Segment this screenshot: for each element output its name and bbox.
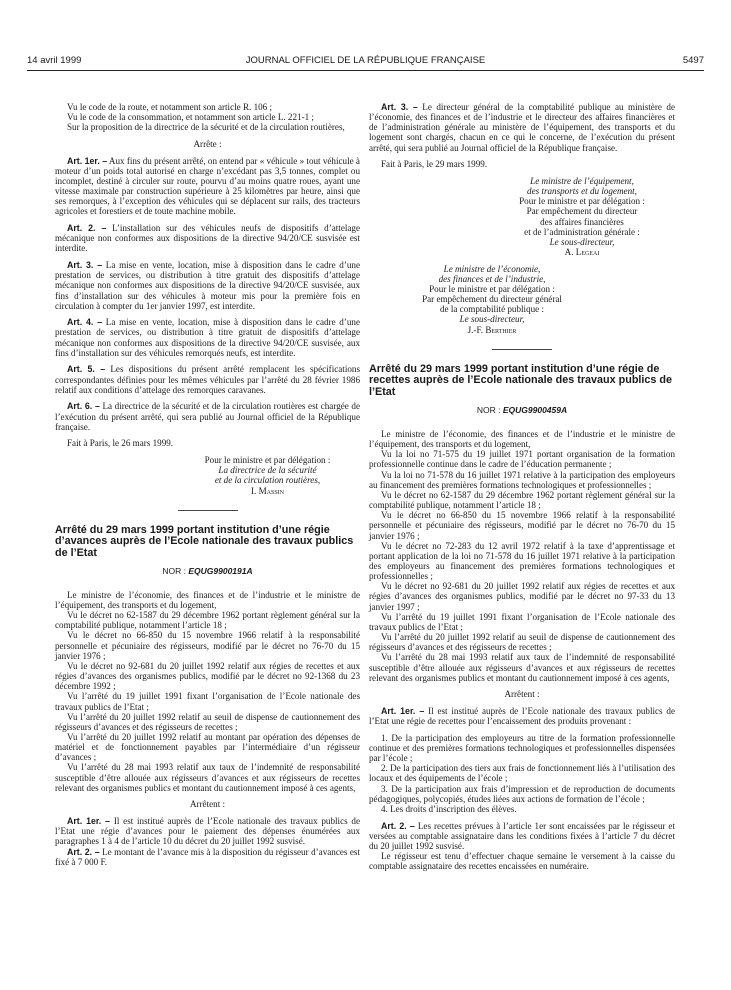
article: Art. 2. – L’installation sur des véhicules neufs de dispositifs d’attelage mécanique non conformes aux dispositions de la directive 94/20/CE susvisée est interdite.	[55, 223, 360, 254]
visa: Vu l’arrêté du 20 juillet 1992 relatif au seuil de dispense de cautionnement des régisseurs d’avances et des régisseurs de recettes ;	[55, 711, 360, 732]
article: Art. 3. – La mise en vente, location, mise à disposition dans le cadre d’une prestation de services, ou distribution à titre gratuit des dispositifs d’attelage mécanique non conformes aux dispositions de la directive 94/20/CE susvisée, aux fins d’installation sur des véhicules à moteur mis pour la première fois en circulation à compter du 1er janvier 1997, est interdite.	[55, 260, 360, 311]
signature-block: Le ministre de l’équipement, des transports et du logement, Pour le ministre et par délégation : Par empêchement du directeur des affaires financières et de l’administration générale : Le sous-directeur, A. Legeai	[519, 175, 645, 258]
header-rule	[27, 70, 704, 71]
list-item: 2. De la participation des tiers aux frais de fonctionnement liés à l’utilisation des locaux et des équipements de l’école ;	[369, 763, 675, 784]
visa: Vu le décret no 92-681 du 20 juillet 1992 relatif aux régies de recettes et aux régies d’avances des organismes publics, modifié par le décret no 97-33 du 13 janvier 1997 ;	[369, 581, 675, 612]
visa: Vu l’arrêté du 19 juillet 1991 fixant l’organisation de l’Ecole nationale des travaux publics de l’Etat ;	[369, 611, 675, 632]
nor-reference: NOR : EQUG9900191A	[162, 565, 253, 576]
article: Art. 1er. – Il est institué auprès de l’Ecole nationale des travaux publics de l’Etat une régie d’avances pour le paiement des dépenses énumérées aux paragraphes 1 à 4 de l’article 10 du décret du 20 juillet 1992 susvisé.	[55, 816, 360, 847]
nor-reference: NOR : EQUG9900459A	[476, 404, 568, 415]
visa: Vu l’arrêté du 19 juillet 1991 fixant l’organisation de l’Ecole nationale des travaux publics de l’Etat ;	[55, 691, 360, 712]
visa: Vu l’arrêté du 28 mai 1993 relatif aux taux de l’indemnité de responsabilité susceptible d’être allouée aux régisseurs d’avances et aux régisseurs de recettes relevant des organismes publics et montant du cautionnement imposé à ces agents,	[55, 762, 360, 793]
article: Art. 2. – Le montant de l’avance mis à la disposition du régisseur d’avances est fixé à 7 000 F.	[55, 846, 360, 867]
left-column	[55, 102, 360, 867]
visa: Vu le décret no 92-681 du 20 juillet 1992 relatif aux régies de recettes et aux régies d’avances des organismes publics, modifié par le décret no 92-1368 du 23 décembre 1992 ;	[55, 660, 360, 692]
visa: Vu le décret no 66-850 du 15 novembre 1966 relatif à la responsabilité personnelle et pécuniaire des régisseurs, modifié par le décret no 76-70 du 15 janvier 1976 ;	[55, 630, 360, 661]
visa: Vu la loi no 71-575 du 19 juillet 1971 portant organisation de la formation professionnelle continue dans le cadre de l’éducation permanente ;	[369, 449, 675, 470]
visa: Vu le code de la route, et notamment son article R. 106 ;	[67, 102, 273, 112]
visa: Le ministre de l’économie, des finances et de l’industrie et le ministre de l’équipement, des transports et du logement,	[369, 428, 675, 450]
decree-title: Arrêté du 29 mars 1999 portant institution d’une régie de recettes auprès de l’Ecole nationale des travaux publics de l’Etat	[369, 362, 673, 398]
signature-block: Le ministre de l’économie, des finances et de l’industrie, Pour le ministre et par délégation : Par empêchement du directeur général de la comptabilité publique : Le sous-directeur, J.-F. Berthier	[422, 263, 562, 335]
right-column	[369, 102, 675, 871]
article: Art. 2. – Les recettes prévues à l’article 1er sont encaissées par le régisseur et versées au comptable assignataire dans les conditions fixées à l’article 7 du décret du 20 juillet 1992 susvisé.	[369, 820, 675, 851]
visa: Vu le décret no 72-283 du 12 avril 1972 relatif à la taxe d’apprentissage et portant application de la loi no 71-578 du 16 juillet 1971 relative à la participation des employeurs au financement des premières formations technologiques et professionnelles ;	[369, 540, 675, 582]
visa: Vu la loi no 71-578 du 16 juillet 1971 relative à la participation des employeurs au financement des premières formations technologiques et professionnelles ;	[369, 469, 675, 490]
visa: Vu l’arrêté du 20 juillet 1992 relatif au montant par opération des dépenses de matériel et de fonctionnement payables par l’intermédiaire d’un régisseur d’avances ;	[55, 732, 360, 763]
signature-block: Pour le ministre et par délégation : La directrice de la sécurité et de la circulation routières, I. Massin	[204, 455, 331, 496]
visa: Vu l’arrêté du 20 juillet 1992 relatif au seuil de dispense de cautionnement des régisseurs d’avances et des régisseurs de recettes ;	[369, 632, 675, 653]
list-item: 4. Les droits d’inscription des élèves.	[381, 803, 517, 814]
visa: Vu le code de la consommation, et notamment son article L. 221-1 ;	[67, 112, 314, 123]
article: Art. 1er. – Il est institué auprès de l’Ecole nationale des travaux publics de l’Etat une régie de recettes pour l’encaissement des produits provenant :	[369, 706, 676, 727]
issue-date: 14 avril 1999	[27, 55, 82, 66]
article: Art. 6. – La directrice de la sécurité et de la circulation routières est chargée de l’exécution du présent arrêté, qui sera publié au Journal officiel de la République française.	[55, 401, 360, 432]
fait-a-paris: Fait à Paris, le 29 mars 1999.	[381, 159, 488, 170]
visa: Vu le décret no 62-1587 du 29 décembre 1962 portant règlement général sur la comptabilité publique, notamment l’article 18 ;	[55, 610, 360, 631]
visa: Sur la proposition de la directrice de la sécurité et de la circulation routières,	[67, 122, 345, 133]
visa: Vu l’arrêté du 28 mai 1993 relatif aux taux de l’indemnité de responsabilité susceptible d’être allouée aux régisseurs d’avances et aux régisseurs de recettes relevant des organismes publics et montant du cautionnement imposé à ces agents,	[369, 652, 675, 683]
article: Art. 4. – La mise en vente, location, mise à disposition dans le cadre d’une prestation de services, ou distribution à titre gratuit de dispositifs d’attelage mécanique non conformes aux dispositions de la directive 94/20/CE susvisée, aux fins d’installation sur des véhicules remorqués neufs, est interdite.	[55, 317, 360, 358]
journal-title: JOURNAL OFFICIEL DE LA RÉPUBLIQUE FRANÇAISE	[245, 55, 486, 66]
page-header	[27, 55, 704, 69]
arretent-label: Arrêtent :	[189, 799, 226, 810]
visa: Le ministre de l’économie, des finances et de l’industrie et le ministre de l’équipement, des transports et du logement,	[55, 589, 360, 610]
article: Art. 3. – Le directeur général de la comptabilité publique au ministère de l’économie, des finances et de l’industrie et le directeur des affaires financières et de l’administration générale au ministère de l’équipement, des transports et du logement sont chargés, chacun en ce qui le concerne, de l’exécution du présent arrêté, qui sera publié au Journal officiel de la République française.	[369, 102, 675, 153]
arretent-label: Arrêtent :	[504, 689, 540, 700]
list-item: 1. De la participation des employeurs au titre de la formation professionnelle continue et des premières formations technologiques et professionnelles dispensées par l’école ;	[369, 732, 675, 764]
visa: Vu le décret no 66-850 du 15 novembre 1966 relatif à la responsabilité personnelle et pécuniaire des régisseurs, modifié par le décret no 76-70 du 15 janvier 1976 ;	[369, 510, 675, 541]
paragraph: Le régisseur est tenu d’effectuer chaque semaine le versement à la caisse du comptable assignataire des recettes encaissées en numéraire.	[369, 851, 675, 872]
article: Art. 1er. – Aux fins du présent arrêté, on entend par « véhicule » tout véhicule à moteur d’un poids total autorisé en charge n’excédant pas 3,5 tonnes, complet ou incomplet, destiné à circuler sur route, pourvu d’au moins quatre roues, ayant une vitesse maximale par construction supérieure à 25 kilomètres par heure, ainsi que ses remorques, à l’exception des véhicules qui se déplacent sur rails, des tracteurs agricoles et forestiers et de toute machine mobile.	[55, 155, 360, 217]
decree-title: Arrêté du 29 mars 1999 portant institution d’une régie d’avances auprès de l’Ecole nationale des travaux publics de l’Etat	[55, 523, 354, 559]
article: Art. 5. – Les dispositions du présent arrêté remplacent les spécifications correspondantes définies pour les mêmes véhicules par l’arrêté du 28 février 1986 relatif aux conditions d’attelage des remorques caravanes.	[55, 364, 360, 395]
fait-a-paris: Fait à Paris, le 26 mars 1999.	[67, 438, 174, 449]
list-item: 3. De la participation aux frais d’impression et de reproduction de documents pédagogiques, polycopiés, études liées aux actions de formation de l’école ;	[369, 783, 675, 804]
visa: Vu le décret no 62-1587 du 29 décembre 1962 portant règlement général sur la comptabilité publique, notamment l’article 18 ;	[369, 489, 675, 511]
page-number: 5497	[682, 55, 704, 66]
arrete-label: Arrête :	[193, 138, 222, 149]
